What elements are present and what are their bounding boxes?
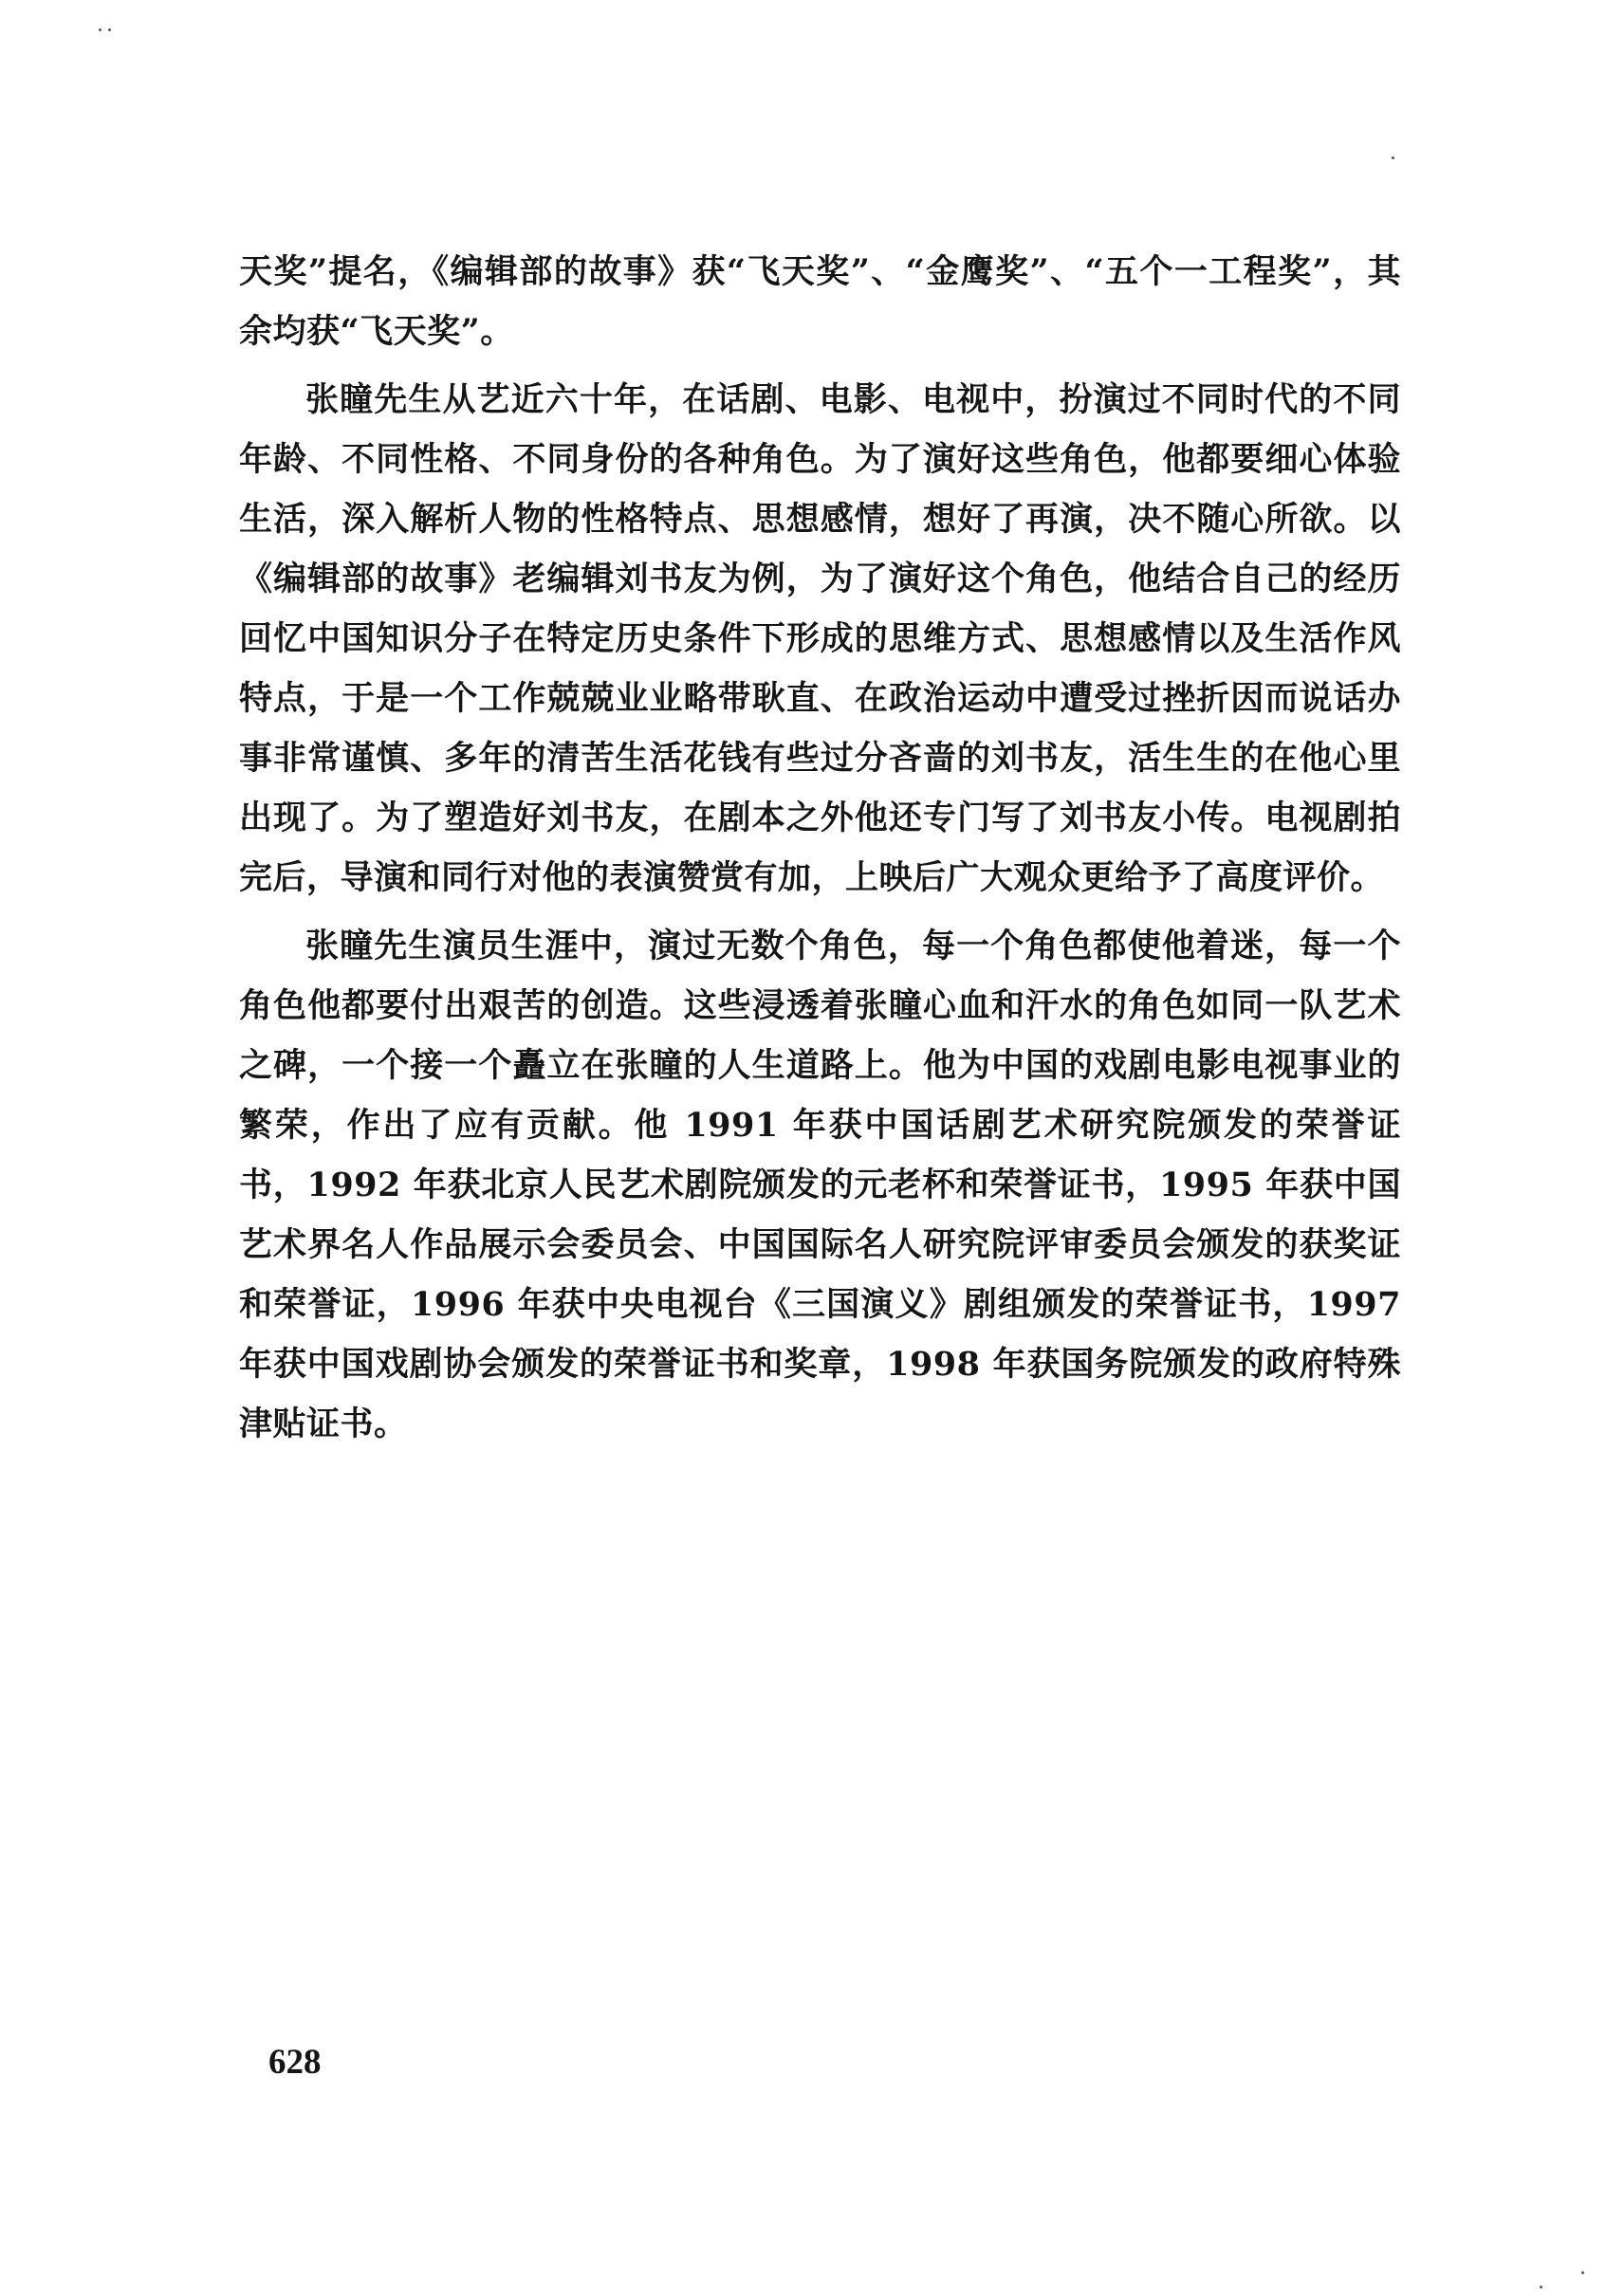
page-number: 628 <box>268 2043 322 2082</box>
body-text <box>239 242 1401 1462</box>
scan-speck <box>1540 2286 1542 2288</box>
scan-speck <box>1581 2271 1584 2274</box>
scan-speck <box>108 28 111 31</box>
paragraph-2: 张瞳先生从艺近六十年，在话剧、电影、电视中，扮演过不同时代的不同年龄、不同性格、不同身份的各种角色。为了演好这些角色，他都要细心体验生活，深入解析人物的性格特点、思想感情，想好了再演，决不随心所欲。以《编辑部的故事》老编辑刘书友为例，为了演好这个角色，他结合自己的经历回忆中国知识分子在特定历史条件下形成的思维方式、思想感情以及生活作风特点，于是一个工作兢兢业业略带耿直、在政治运动中遭受过挫折因而说话办事非常谨慎、多年的清苦生活花钱有些过分吝啬的刘书友，活生生的在他心里出现了。为了塑造好刘书友，在剧本之外他还专门写了刘书友小传。电视剧拍完后，导演和同行对他的表演赞赏有加，上映后广大观众更给予了高度评价。 <box>239 380 1401 897</box>
paragraph-1: 天奖”提名，《编辑部的故事》获“飞天奖”、“金鹰奖”、“五个一工程奖”，其余均获“飞天奖”。 <box>239 252 1401 351</box>
paragraph-3: 张瞳先生演员生涯中，演过无数个角色，每一个角色都使他着迷，每一个角色他都要付出艰苦的创造。这些浸透着张瞳心血和汗水的角色如同一队艺术之碑，一个接一个矗立在张瞳的人生道路上。他为中国的戏剧电影电视事业的繁荣，作出了应有贡献。他 1991 年获中国话剧艺术研究院颁发的荣誉证书，1992 年获北京人民艺术剧院颁发的元老杯和荣誉证书，1995 年获中国艺术界名人作品展示会委员会、中国国际名人研究院评审委员会颁发的获奖证和荣誉证，1996 年获中央电视台《三国演义》剧组颁发的荣誉证书，1997 年获中国戏剧协会颁发的荣誉证书和奖章，1998 年获国务院颁发的政府特殊津贴证书。 <box>239 927 1401 1443</box>
scan-speck <box>1392 156 1394 159</box>
scan-speck <box>99 28 102 31</box>
